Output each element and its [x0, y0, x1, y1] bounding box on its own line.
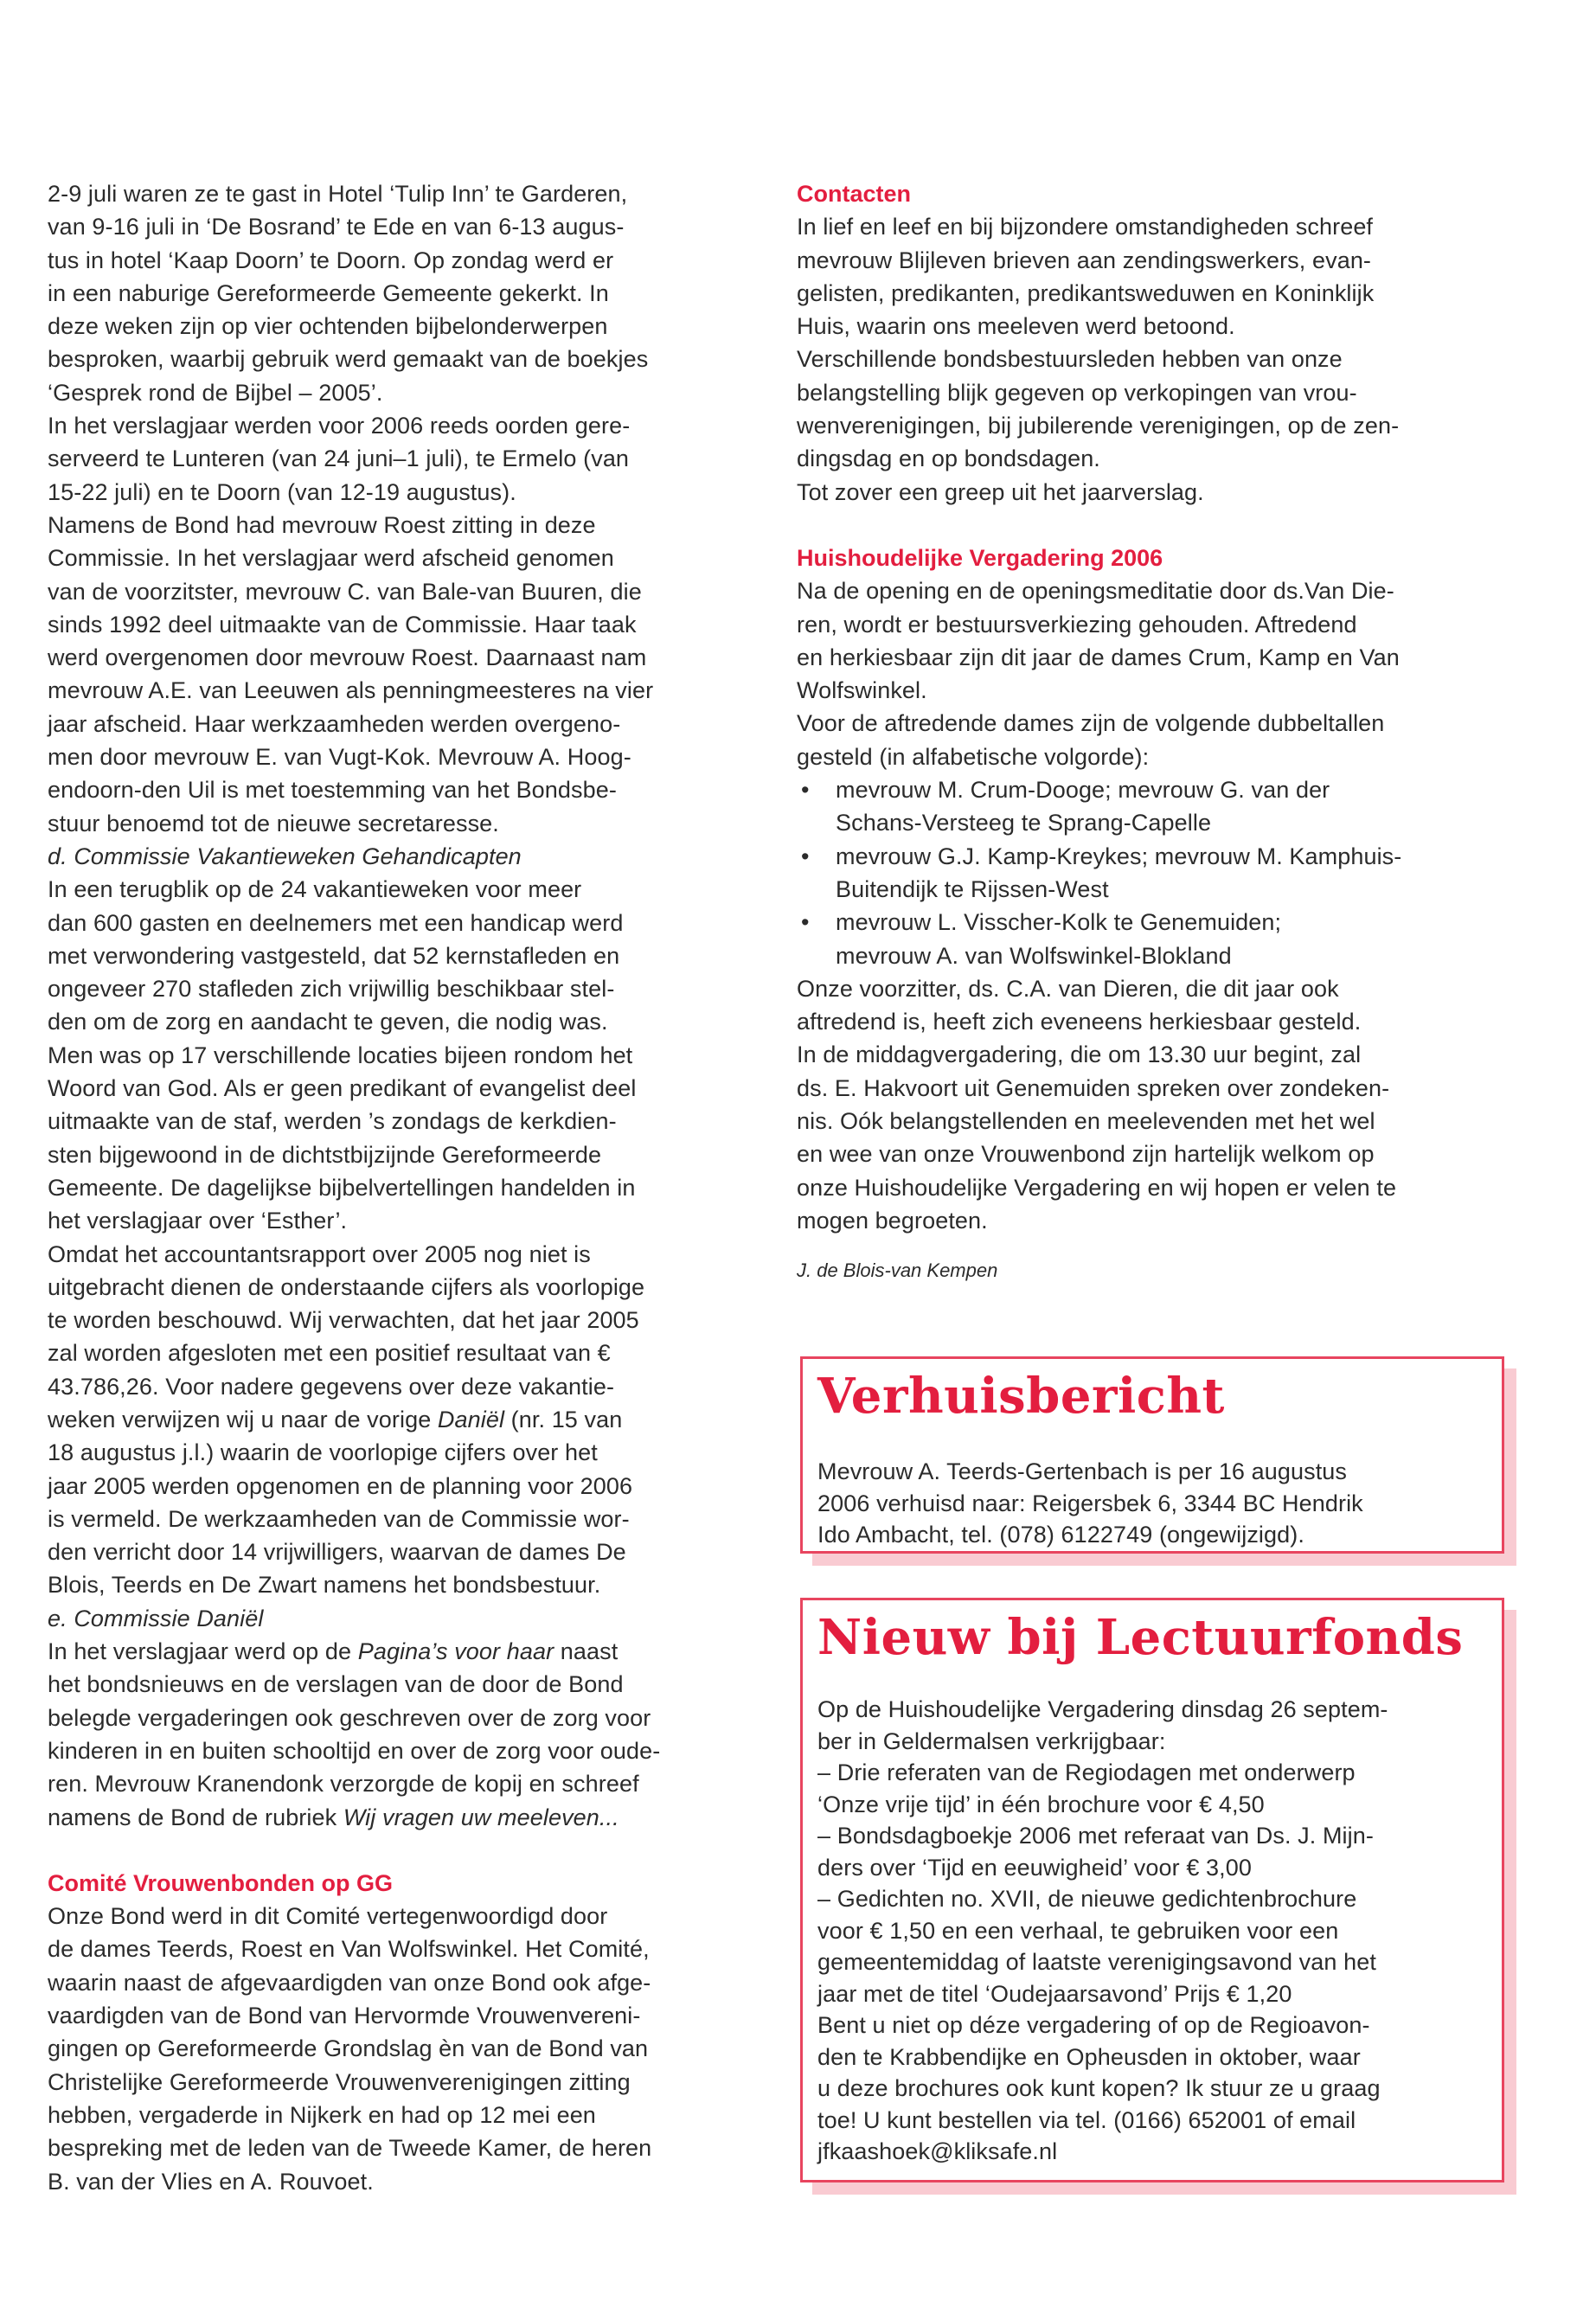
text-span: mevrouw L. Visscher-Kolk te Genemuiden; [836, 909, 1282, 936]
text-line: Mevrouw A. Teerds-Gertenbach is per 16 augustus [817, 1458, 1348, 1484]
text-line: ds. E. Hakvoort uit Genemuiden spreken over zondeken- [797, 1074, 1390, 1101]
text-line: mevrouw Blijleven brieven aan zendingswerkers, evan- [797, 247, 1372, 273]
bullet-icon: • [801, 777, 810, 804]
text-line: Christelijke Gereformeerde Vrouwenverenigingen zitting [48, 2068, 631, 2095]
text-line: waarin naast de afgevaardigden van onze Bond ook afge- [48, 1969, 651, 1996]
text-line: nis. Oók belangstellenden en meelevenden met het wel [797, 1108, 1375, 1135]
spacer [48, 1834, 753, 1867]
text-line [797, 840, 1506, 873]
text-line: Buitendijk te Rijssen-West [836, 875, 1109, 902]
text-line: Schans-Versteeg te Sprang-Capelle [836, 810, 1212, 836]
bullet-icon: • [801, 843, 810, 869]
text-line: tus in hotel ‘Kaap Doorn’ te Doorn. Op zondag werd er [48, 247, 614, 273]
text-line: mogen begroeten. [797, 1207, 988, 1234]
box-content [817, 1366, 1493, 1551]
heading-huishoudelijke-vergadering: Huishoudelijke Vergadering 2006 [797, 544, 1163, 571]
text-line: stuur benoemd tot de nieuwe secretaresse. [48, 810, 499, 836]
text-line: uitmaakte van de staf, werden ’s zondags de kerkdien- [48, 1108, 617, 1135]
paragraph-accountant [48, 1238, 753, 1602]
paragraph-contacten [797, 210, 1506, 343]
text-line: uitgebracht dienen de onderstaande cijfers als voorlopige [48, 1273, 645, 1300]
text-line: – Gedichten no. XVII, de nieuwe gedichtenbrochure [817, 1886, 1357, 1912]
text-line: 18 augustus j.l.) waarin de voorlopige cijfers over het [48, 1439, 598, 1466]
author-signature: J. de Blois-van Kempen [797, 1259, 998, 1282]
paragraph-hotels [48, 177, 753, 409]
text-line: ders over ‘Tijd en eeuwigheid’ voor € 3,00 [817, 1854, 1252, 1881]
text-line: serveerd te Lunteren (van 24 juni–1 juli), te Ermelo (van [48, 445, 630, 472]
text-line: den te Krabbendijke en Opheusden in oktober, waar [817, 2043, 1361, 2070]
text-line: 2-9 juli waren ze te gast in Hotel ‘Tulip Inn’ te Garderen, [48, 181, 628, 207]
text-line: Tot zover een greep uit het jaarverslag. [797, 478, 1204, 505]
text-line: In een terugblik op de 24 vakantieweken voor meer [48, 876, 582, 903]
text-line: – Bondsdagboekje 2006 met referaat van Ds. J. Mijn- [817, 1823, 1374, 1849]
text-line: u deze brochures ook kunt kopen? Ik stuur ze u graag [817, 2075, 1381, 2101]
box-body [817, 1456, 1493, 1551]
text-line: Onze voorzitter, ds. C.A. van Dieren, die dit jaar ook [797, 975, 1339, 1002]
paragraph-reservations [48, 409, 753, 509]
paragraph-dubbeltallen [797, 707, 1506, 773]
text-line [48, 1403, 753, 1436]
text-line: gesteld (in alfabetische volgorde): [797, 743, 1150, 770]
text-span: weken verwijzen wij u naar de vorige [48, 1406, 438, 1433]
text-line: Blois, Teerds en De Zwart namens het bondsbestuur. [48, 1572, 601, 1599]
text-line: zal worden afgesloten met een positief resultaat van € [48, 1340, 611, 1367]
text-line: Commissie. In het verslagjaar werd afscheid genomen [48, 545, 614, 572]
text-line: met verwondering vastgesteld, dat 52 kernstafleden en [48, 942, 620, 969]
spacer [797, 1237, 1506, 1254]
text-line: onze Huishoudelijke Vergadering en wij hopen er velen te [797, 1174, 1397, 1201]
rubric-title: Wij vragen uw meeleven... [343, 1804, 619, 1830]
candidate-list [797, 773, 1506, 972]
text-line: wenverenigingen, bij jubilerende verenigingen, op de zen- [797, 413, 1400, 439]
text-line: Huis, waarin ons meeleven werd betoond. [797, 313, 1235, 340]
text-line: gelisten, predikanten, predikantsweduwen en Koninklijk [797, 279, 1375, 306]
text-line: bespreking met de leden van de Tweede Kamer, de heren [48, 2135, 652, 2162]
text-line: dan 600 gasten en deelnemers met een handicap werd [48, 909, 624, 936]
text-line: Wolfswinkel. [797, 677, 927, 704]
rubric-title: Pagina’s voor haar [357, 1638, 554, 1665]
text-line: de dames Teerds, Roest en Van Wolfswinkel. Het Comité, [48, 1936, 650, 1963]
text-line: – Drie referaten van de Regiodagen met onderwerp [817, 1759, 1356, 1785]
text-line: in een naburige Gereformeerde Gemeente gekerkt. In [48, 279, 609, 306]
text-line: gemeentemiddag of laatste verenigingsavond van het [817, 1949, 1376, 1975]
list-item [797, 840, 1506, 907]
text-line: ren. Mevrouw Kranendonk verzorgde de kopij en schreef [48, 1771, 639, 1798]
text-line: belangstelling blijk gegeven op verkopingen van vrou- [797, 379, 1357, 406]
text-line: belegde vergaderingen ook geschreven over de zorg voor [48, 1704, 651, 1731]
text-span: naast [554, 1638, 619, 1665]
text-line: ber in Geldermalsen verkrijgbaar: [817, 1727, 1166, 1754]
list-item [797, 773, 1506, 840]
text-line: In het verslagjaar werden voor 2006 reeds oorden gere- [48, 413, 631, 439]
text-line: B. van der Vlies en A. Rouvoet. [48, 2168, 374, 2195]
text-line: jaar 2005 werden opgenomen en de planning voor 2006 [48, 1472, 633, 1499]
text-line: en herkiesbaar zijn dit jaar de dames Crum, Kamp en Van [797, 644, 1400, 670]
paragraph-vakantieweken [48, 873, 753, 1237]
text-span: In het verslagjaar werd op de [48, 1638, 358, 1665]
text-line: is vermeld. De werkzaamheden van de Commissie wor- [48, 1505, 630, 1532]
paragraph-comite [48, 1900, 753, 2198]
text-line: deze weken zijn op vier ochtenden bijbelonderwerpen [48, 313, 608, 340]
text-line: jaar afscheid. Haar werkzaamheden werden overgeno- [48, 710, 621, 737]
text-span: mevrouw M. Crum-Dooge; mevrouw G. van der [836, 777, 1330, 804]
text-line: van 9-16 juli in ‘De Bosrand’ te Ede en van 6-13 augus- [48, 214, 625, 240]
text-line: Woord van God. Als er geen predikant of evangelist deel [48, 1075, 637, 1102]
bullet-icon: • [801, 909, 810, 936]
text-line: ‘Onze vrije tijd’ in één brochure voor € 4,50 [817, 1791, 1265, 1817]
text-line: kinderen in en buiten schooltijd en over de zorg voor oude- [48, 1737, 661, 1764]
text-line: vaardigden van de Bond van Hervormde Vrouwenvereni- [48, 2003, 641, 2029]
spacer [797, 509, 1506, 542]
text-line: Verschillende bondsbestuursleden hebben van onze [797, 346, 1343, 373]
text-line: hebben, vergaderde in Nijkerk en had op 12 mei een [48, 2101, 596, 2128]
text-line: voor € 1,50 en een verhaal, te gebruiken voor een [817, 1917, 1339, 1944]
text-line: gingen op Gereformeerde Grondslag èn van de Bond van [48, 2035, 649, 2062]
text-line: jaar met de titel ‘Oudejaarsavond’ Prijs € 1,20 [817, 1980, 1292, 2007]
text-span: namens de Bond de rubriek [48, 1804, 343, 1830]
heading-comite-vrouwenbonden: Comité Vrouwenbonden op GG [48, 1869, 394, 1896]
text-line: 43.786,26. Voor nadere gegevens over deze vakantie- [48, 1373, 615, 1400]
text-line: het verslagjaar over ‘Esther’. [48, 1208, 348, 1234]
text-line: van de voorzitster, mevrouw C. van Bale-van Buuren, die [48, 578, 642, 605]
text-line: Voor de aftredende dames zijn de volgende dubbeltallen [797, 710, 1385, 737]
text-span: mevrouw G.J. Kamp-Kreykes; mevrouw M. Kamphuis- [836, 843, 1402, 869]
text-span: (nr. 15 van [504, 1406, 623, 1433]
box-content [817, 1607, 1493, 2168]
text-line: en wee van onze Vrouwenbond zijn hartelijk welkom op [797, 1141, 1375, 1168]
text-line: Op de Huishoudelijke Vergadering dinsdag 26 septem- [817, 1696, 1388, 1722]
paragraph-daniel [48, 1635, 753, 1834]
right-column [797, 177, 1506, 1287]
text-line: toe! U kunt bestellen via tel. (0166) 652001 of email [817, 2106, 1356, 2133]
text-line: dingsdag en op bondsdagen. [797, 445, 1100, 472]
text-line: sinds 1992 deel uitmaakte van de Commissie. Haar taak [48, 611, 637, 638]
box-body [817, 1694, 1493, 2168]
box-title-lectuurfonds: Nieuw bij Lectuurfonds [817, 1609, 1464, 1666]
text-line: het bondsnieuws en de verslagen van de door de Bond [48, 1671, 624, 1698]
text-line: Bent u niet op déze vergadering of op de Regioavon- [817, 2012, 1370, 2038]
text-line: Na de opening en de openingsmeditatie door ds.Van Die- [797, 578, 1394, 605]
text-line [48, 1801, 753, 1834]
text-line: men door mevrouw E. van Vugt-Kok. Mevrouw A. Hoog- [48, 744, 631, 771]
text-line: werd overgenomen door mevrouw Roest. Daarnaast nam [48, 644, 647, 671]
text-line: den om de zorg en aandacht te geven, die nodig was. [48, 1009, 608, 1035]
text-line: endoorn-den Uil is met toestemming van het Bondsbe- [48, 777, 617, 804]
text-line: mevrouw A.E. van Leeuwen als penningmeesteres na vier [48, 677, 654, 704]
text-line: 15-22 juli) en te Doorn (van 12-19 augustus). [48, 478, 516, 505]
text-line: den verricht door 14 vrijwilligers, waarvan de dames De [48, 1539, 626, 1566]
text-line: Ido Ambacht, tel. (078) 6122749 (ongewijzigd). [817, 1522, 1304, 1548]
left-column [48, 177, 753, 2198]
text-line: Men was op 17 verschillende locaties bijeen rondom het [48, 1042, 633, 1068]
paragraph-middagvergadering [797, 1038, 1506, 1237]
text-line: ongeveer 270 stafleden zich vrijwillig beschikbaar stel- [48, 976, 615, 1003]
text-line: 2006 verhuisd naar: Reigersbek 6, 3344 BC Hendrik [817, 1490, 1363, 1516]
verhuisbericht-box [800, 1356, 1504, 1554]
text-line: Namens de Bond had mevrouw Roest zitting in deze [48, 511, 596, 538]
text-line: sten bijgewoond in de dichtstbijzijnde Gereformeerde [48, 1141, 602, 1168]
paragraph-voorzitter [797, 972, 1506, 1039]
text-line: besproken, waarbij gebruik werd gemaakt van de boekjes [48, 346, 649, 373]
list-item [797, 906, 1506, 972]
paragraph-commission-members [48, 509, 753, 840]
lectuurfonds-box [800, 1598, 1504, 2182]
text-line: In de middagvergadering, die om 13.30 uur begint, zal [797, 1042, 1362, 1068]
heading-contacten: Contacten [797, 181, 912, 207]
text-line [797, 773, 1506, 806]
text-line: ren, wordt er bestuursverkiezing gehouden. Aftredend [797, 611, 1357, 638]
text-line: In lief en leef en bij bijzondere omstandigheden schreef [797, 214, 1374, 240]
text-line [797, 906, 1506, 939]
magazine-title-daniel: Daniël [437, 1406, 505, 1433]
subheading-commissie-vakantieweken: d. Commissie Vakantieweken Gehandicapten [48, 843, 522, 869]
text-line: Onze Bond werd in dit Comité vertegenwoordigd door [48, 1903, 608, 1930]
email-address[interactable]: jfkaashoek@kliksafe.nl [817, 2138, 1058, 2164]
paragraph-opening [797, 574, 1506, 707]
subheading-commissie-daniel: e. Commissie Daniël [48, 1605, 264, 1631]
text-line: ‘Gesprek rond de Bijbel – 2005’. [48, 379, 383, 406]
text-line: te worden beschouwd. Wij verwachten, dat het jaar 2005 [48, 1307, 639, 1334]
box-title-verhuisbericht: Verhuisbericht [817, 1368, 1225, 1425]
text-line: Omdat het accountantsrapport over 2005 nog niet is [48, 1240, 591, 1267]
text-line: aftredend is, heeft zich eveneens herkiesbaar gesteld. [797, 1009, 1362, 1035]
text-line: Gemeente. De dagelijkse bijbelvertellingen handelden in [48, 1174, 636, 1201]
paragraph-bondsbestuur [797, 343, 1506, 475]
text-line [48, 1635, 753, 1668]
text-line: mevrouw A. van Wolfswinkel-Blokland [836, 942, 1232, 969]
